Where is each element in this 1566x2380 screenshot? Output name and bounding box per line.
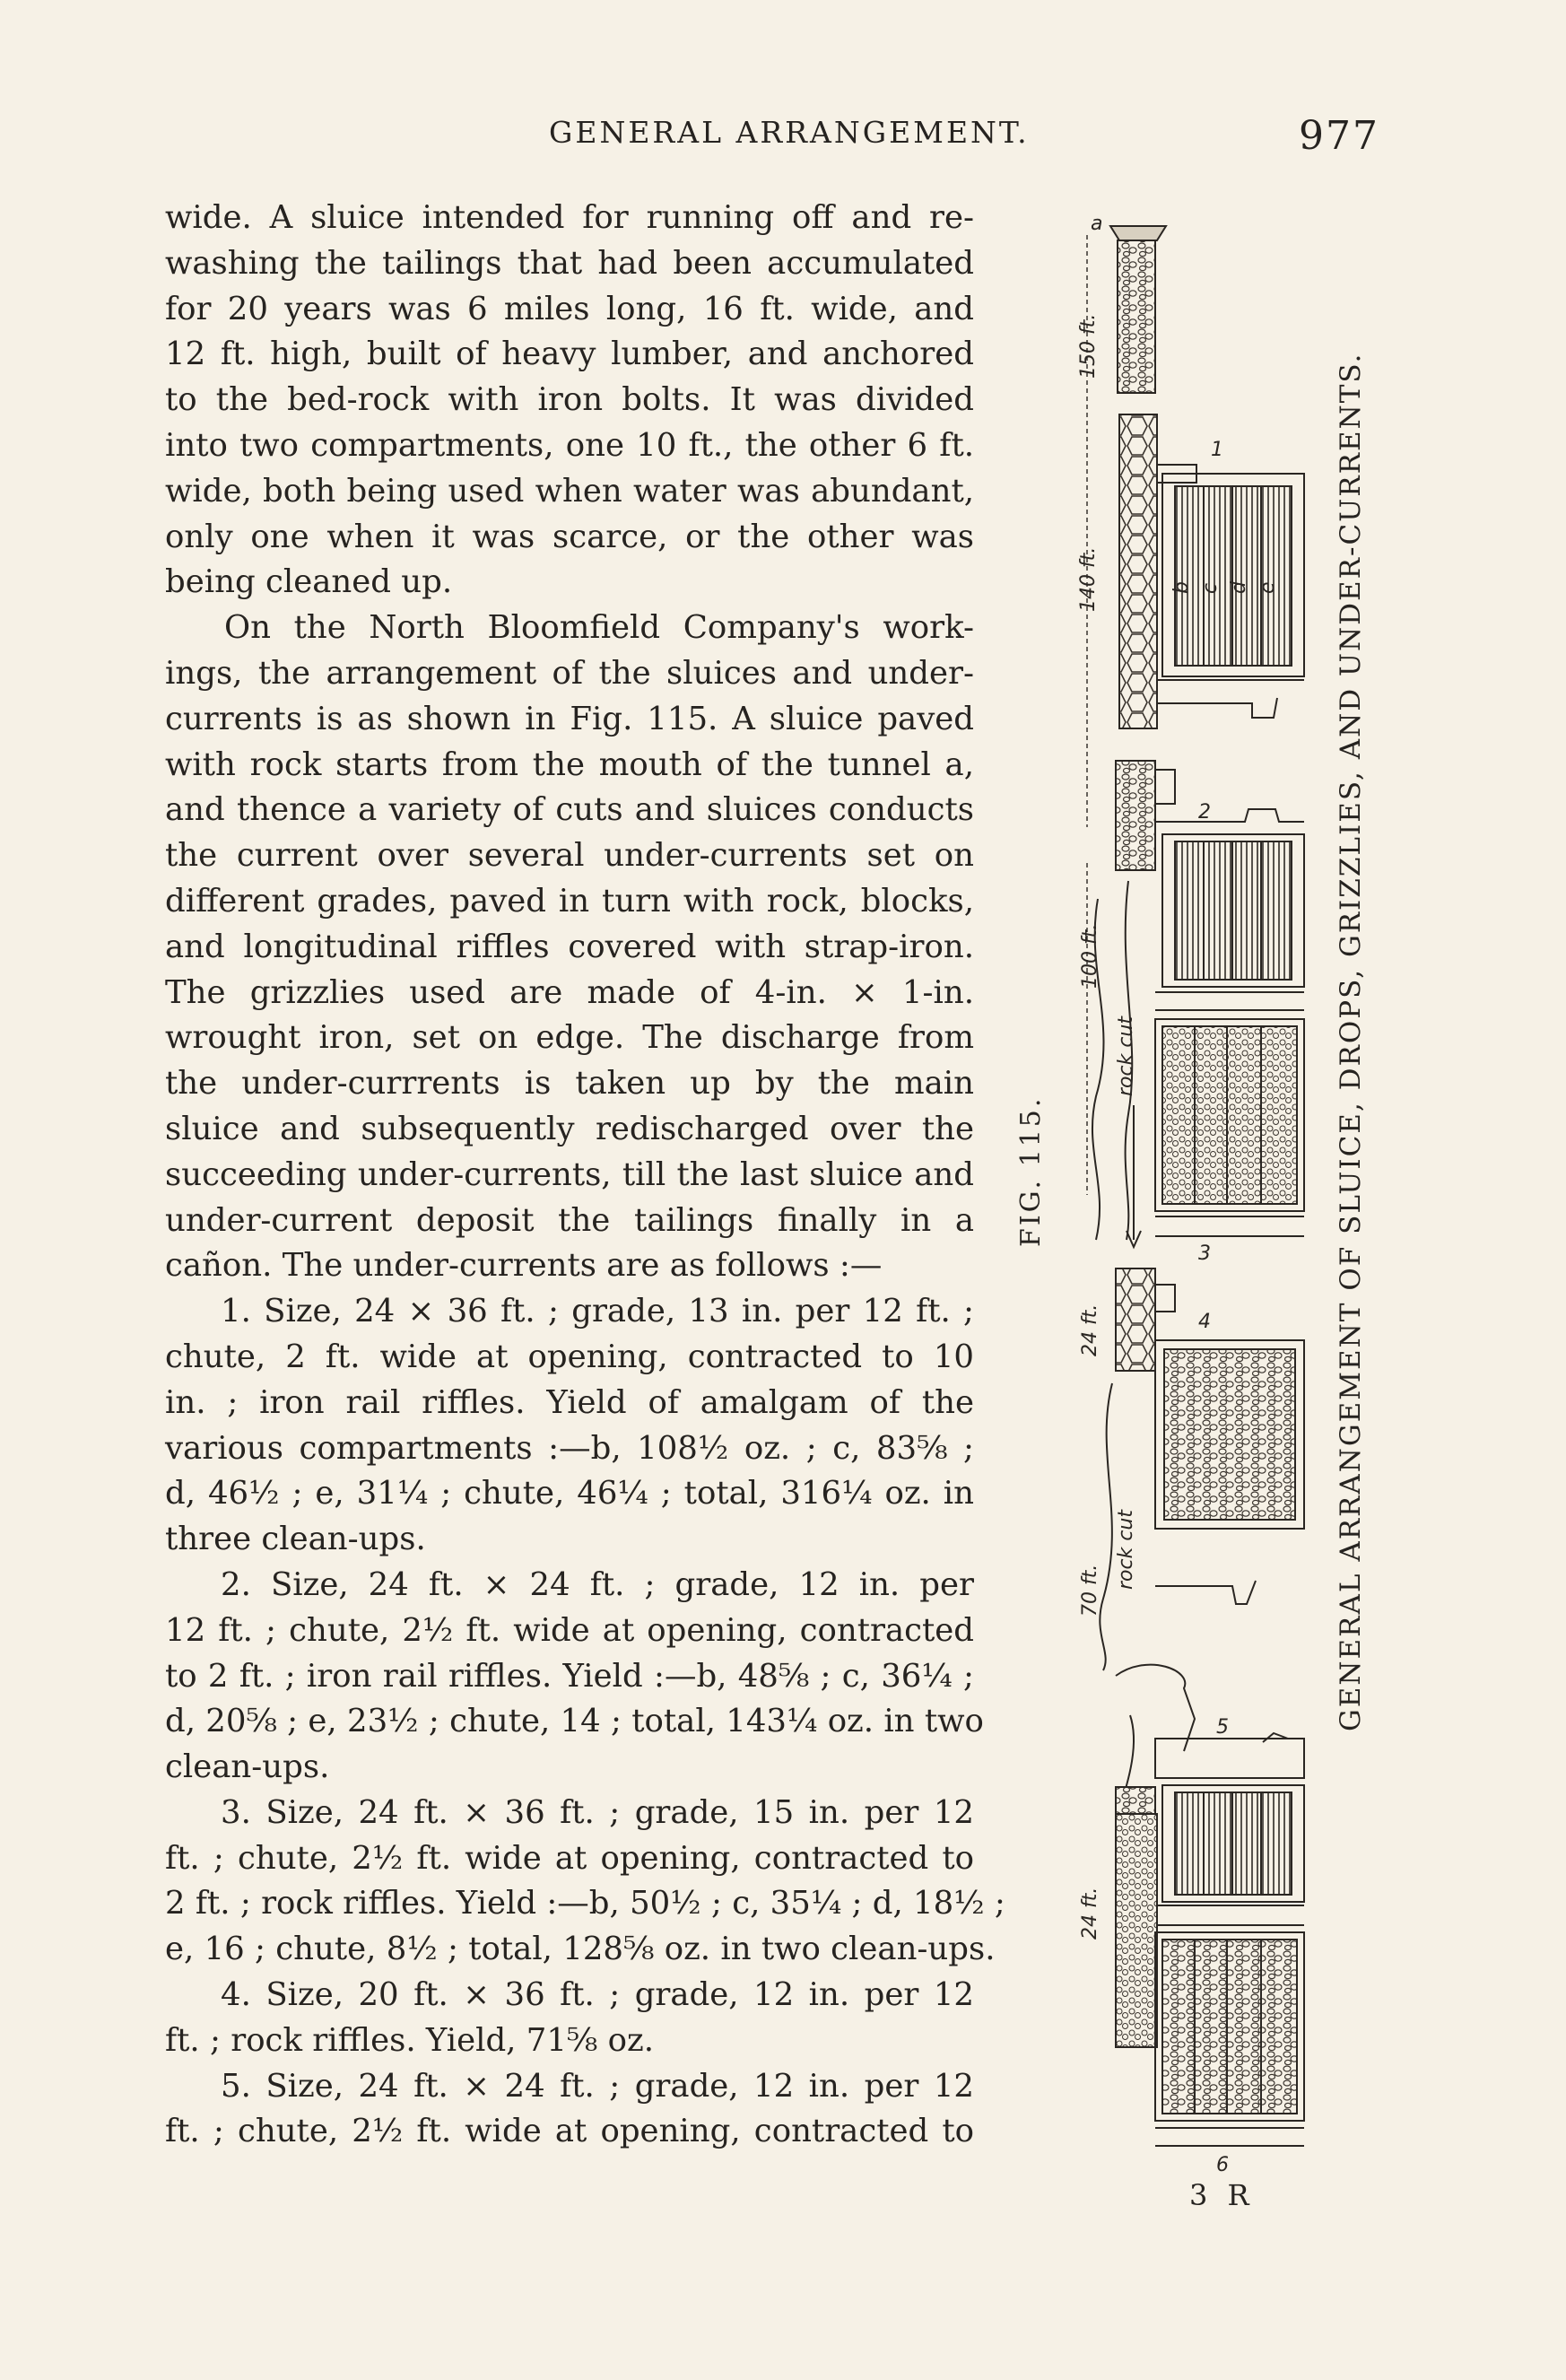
- text-line: wrought iron, set on edge. The discharge from: [165, 1019, 974, 1057]
- text-line: only one when it was scarce, or the other was: [165, 518, 974, 555]
- page-number: 977: [1299, 113, 1379, 159]
- dimension-24ft-lower: 24 ft.: [1079, 1887, 1101, 1940]
- signature-mark: 3 R: [1189, 2178, 1255, 2212]
- text-line: and thence a variety of cuts and sluices conducts: [165, 791, 974, 829]
- text-line: d, 20⅝ ; e, 23½ ; chute, 14 ; total, 143¼ oz. in two: [165, 1703, 984, 1740]
- text-line: e, 16 ; chute, 8½ ; total, 128⅝ oz. in two clean-ups.: [165, 1931, 996, 1968]
- sluice-drawing: [1092, 226, 1304, 2146]
- text-line: 2 ft. ; rock riffles. Yield :—b, 50½ ; c, 35¼ ; d, 18½ ;: [165, 1885, 1005, 1922]
- letter-c: c: [1199, 582, 1222, 594]
- text-line: wide, both being used when water was abundant,: [165, 472, 974, 510]
- text-line: and longitudinal riffles covered with strap-iron.: [165, 928, 974, 965]
- text-line: 4. Size, 20 ft. × 36 ft. ; grade, 12 in. per 12: [221, 1976, 974, 2014]
- undercurrent-number-6: 6: [1216, 2154, 1229, 2176]
- dimension-100ft: 100 ft.: [1079, 923, 1101, 989]
- text-line: cañon. The under-currents are as follows :—: [165, 1247, 883, 1285]
- text-line: On the North Bloomfield Company's work-: [224, 609, 974, 647]
- dimension-150ft: 150 ft.: [1077, 313, 1100, 379]
- text-line: ings, the arrangement of the sluices and under-: [165, 654, 974, 692]
- text-line: washing the tailings that had been accumulated: [165, 244, 974, 282]
- undercurrent-number-4: 4: [1198, 1311, 1211, 1333]
- text-line: in. ; iron rail riffles. Yield of amalgam of the: [165, 1383, 974, 1421]
- dimension-70ft: 70 ft.: [1079, 1564, 1101, 1617]
- text-line: to the bed-rock with iron bolts. It was divided: [165, 381, 974, 419]
- text-line: 12 ft. ; chute, 2½ ft. wide at opening, contracted: [165, 1611, 974, 1649]
- text-line: into two compartments, one 10 ft., the other 6 ft.: [165, 426, 974, 464]
- text-line: to 2 ft. ; iron rail riffles. Yield :—b, 48⅝ ; c, 36¼ ;: [165, 1657, 974, 1695]
- text-line: currents is as shown in Fig. 115. A sluice paved: [165, 700, 974, 737]
- text-line: 12 ft. high, built of heavy lumber, and anchored: [165, 336, 974, 373]
- letter-b: b: [1170, 581, 1193, 594]
- text-line: being cleaned up.: [165, 563, 453, 601]
- text-line: 2. Size, 24 ft. × 24 ft. ; grade, 12 in. per: [221, 1565, 974, 1603]
- text-line: under-current deposit the tailings finally in a: [165, 1201, 974, 1239]
- undercurrent-number-1: 1: [1211, 439, 1223, 461]
- text-line: the under-currrents is taken up by the main: [165, 1065, 974, 1103]
- letter-d: d: [1228, 581, 1250, 594]
- rock-cut-label-upper: rock cut: [1115, 1016, 1137, 1096]
- letter-a: a: [1091, 213, 1103, 235]
- text-line: ft. ; chute, 2½ ft. wide at opening, contracted to: [165, 2113, 974, 2150]
- undercurrent-number-2: 2: [1198, 801, 1211, 824]
- sluice-diagram: [1040, 199, 1327, 2200]
- text-line: chute, 2 ft. wide at opening, contracted to 10: [165, 1338, 974, 1375]
- running-title: GENERAL ARRANGEMENT.: [549, 115, 1030, 150]
- text-line: with rock starts from the mouth of the tunnel a,: [165, 745, 974, 783]
- body-text: [165, 196, 1005, 2155]
- text-line: ft. ; rock riffles. Yield, 71⅝ oz.: [165, 2021, 654, 2059]
- text-line: 3. Size, 24 ft. × 36 ft. ; grade, 15 in. per 12: [221, 1793, 974, 1831]
- text-line: three clean-ups.: [165, 1521, 426, 1558]
- undercurrent-number-5: 5: [1216, 1716, 1229, 1739]
- figure-caption: GENERAL ARRANGEMENT OF SLUICE, DROPS, GRIZZLIES, AND UNDER-CURRENTS.: [1335, 352, 1367, 1731]
- text-line: various compartments :—b, 108½ oz. ; c, 83⅝ ;: [165, 1429, 974, 1467]
- text-line: for 20 years was 6 miles long, 16 ft. wide, and: [165, 290, 974, 327]
- dimension-140ft: 140 ft.: [1077, 546, 1100, 612]
- text-line: 1. Size, 24 × 36 ft. ; grade, 13 in. per 12 ft. ;: [221, 1293, 974, 1330]
- figure-label: FIG. 115.: [1015, 1095, 1047, 1247]
- text-line: different grades, paved in turn with rock, blocks,: [165, 882, 974, 920]
- rock-cut-label-lower: rock cut: [1115, 1510, 1137, 1590]
- text-line: The grizzlies used are made of 4-in. × 1-in.: [165, 973, 974, 1011]
- letter-e: e: [1257, 581, 1279, 594]
- text-line: ft. ; chute, 2½ ft. wide at opening, contracted to: [165, 1839, 974, 1877]
- undercurrent-number-3: 3: [1198, 1242, 1211, 1265]
- dimension-24ft-upper: 24 ft.: [1079, 1303, 1101, 1356]
- text-line: 5. Size, 24 ft. × 24 ft. ; grade, 12 in. per 12: [221, 2067, 974, 2105]
- text-line: succeeding under-currents, till the last sluice and: [165, 1155, 974, 1193]
- text-line: sluice and subsequently redischarged over the: [165, 1110, 974, 1147]
- text-line: clean-ups.: [165, 1748, 330, 1786]
- text-line: d, 46½ ; e, 31¼ ; chute, 46¼ ; total, 316¼ oz. in: [165, 1475, 974, 1513]
- text-line: wide. A sluice intended for running off and re-: [165, 199, 974, 236]
- text-line: the current over several under-currents set on: [165, 837, 974, 875]
